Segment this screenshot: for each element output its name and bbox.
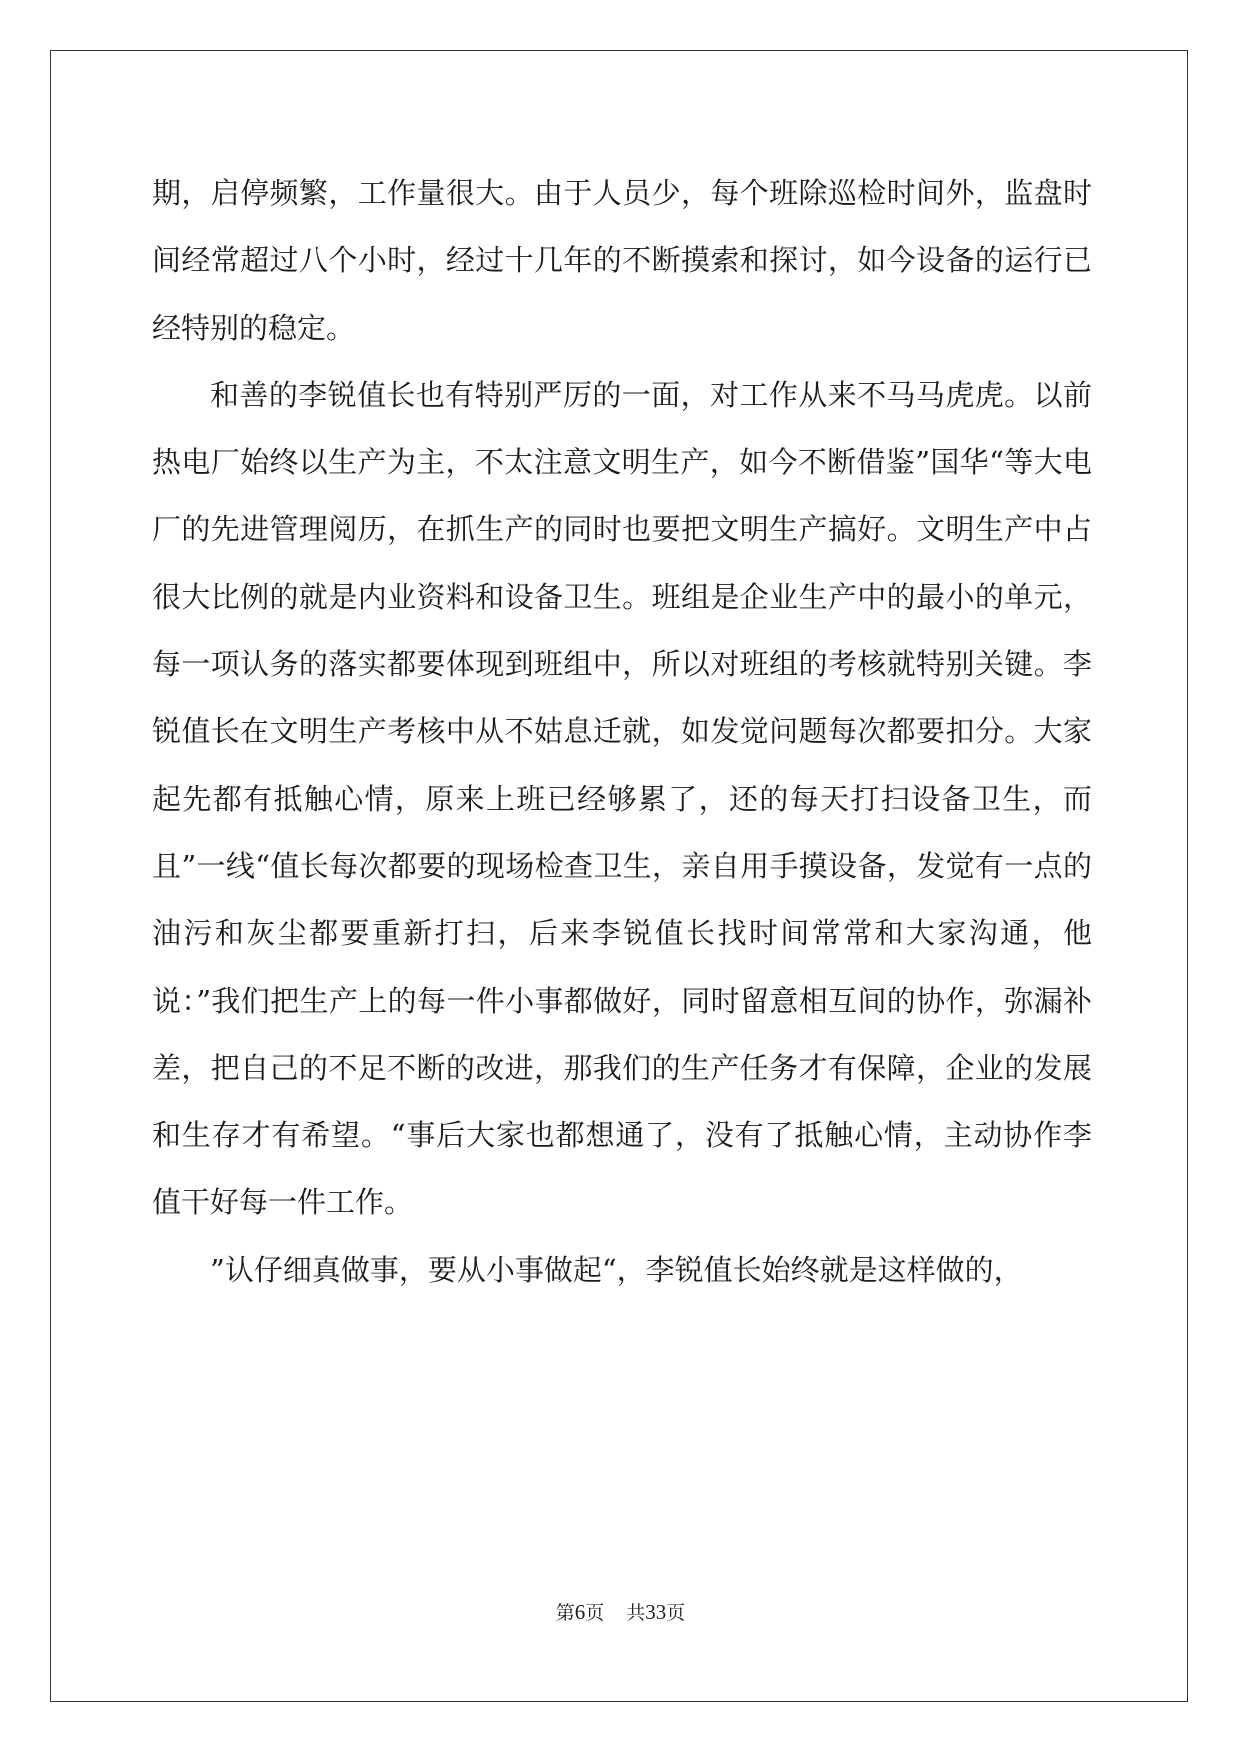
- footer-total-suffix: 页: [666, 1602, 686, 1624]
- document-body: [152, 160, 1092, 1304]
- footer-prefix: 第: [555, 1602, 575, 1624]
- footer-page-suffix: 页: [585, 1602, 605, 1624]
- paragraph-1: 期，启停频繁，工作量很大。由于人员少，每个班除巡检时间外，监盘时间经常超过八个小时，经过十几年的不断摸索和探讨，如今设备的运行已经特别的稳定。: [152, 176, 1092, 345]
- total-page-count: 33: [645, 1600, 667, 1624]
- page-footer: [0, 1598, 1241, 1625]
- paragraph-3: ”认仔细真做事，要从小事做起“，李锐值长始终就是这样做的，: [210, 1252, 1023, 1287]
- current-page-number: 6: [574, 1600, 586, 1624]
- paragraph-2: 和善的李锐值长也有特别严厉的一面，对工作从来不马马虎虎。以前热电厂始终以生产为主，不太注意文明生产，如今不断借鉴”国华“等大电厂的先进管理阅历，在抓生产的同时也要把文明生产搞好。文明生产中占很大比例的就是内业资料和设备卫生。班组是企业生产中的最小的单元，每一项认务的落实都要体现到班组中，所以对班组的考核就特别关键。李锐值长在文明生产考核中从不姑息迁就，如发觉问题每次都要扣分。大家起先都有抵触心情，原来上班已经够累了，还的每天打扫设备卫生，而且”一线“值长每次都要的现场检查卫生，亲自用手摸设备，发觉有一点的油污和灰尘都要重新打扫，后来李锐值长找时间常常和大家沟通，他说：”我们把生产上的每一件小事都做好，同时留意相互间的协作，弥漏补差，把自己的不足不断的改进，那我们的生产任务才有保障，企业的发展和生存才有希望。“事后大家也都想通了，没有了抵触心情，主动协作李值干好每一件工作。: [152, 377, 1092, 1220]
- footer-total-prefix: 共: [626, 1602, 646, 1624]
